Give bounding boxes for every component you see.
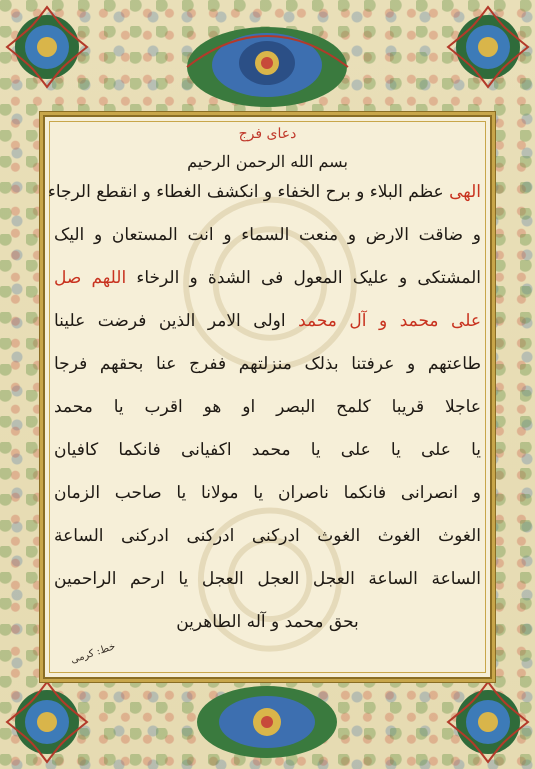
prayer-line	[48, 481, 487, 505]
top-cartouche-icon	[180, 15, 355, 110]
prayer-line	[48, 610, 487, 634]
prayer-phrase: اولی الامر الذین فرضت علینا	[54, 311, 299, 331]
prayer-line	[48, 223, 487, 247]
corner-medallion-icon	[2, 2, 92, 92]
prayer-line	[48, 567, 487, 591]
prayer-phrase: بحق محمد و آله الطاهرین	[176, 612, 359, 632]
corner-medallion-icon	[443, 2, 533, 92]
highlighted-phrase: الهی	[449, 182, 481, 202]
highlighted-phrase: علی محمد و آل محمد	[298, 311, 481, 331]
prayer-phrase: طاعتهم و عرفتنا بذلک منزلتهم ففرج عنا بحقهم فرجا	[54, 354, 481, 374]
prayer-phrase: عظم البلاء و برح الخفاء و انکشف الغطاء و انقطع الرجاء	[47, 182, 450, 202]
corner-medallion-icon	[2, 677, 92, 767]
basmala: بسم الله الرحمن الرحیم	[187, 152, 348, 171]
prayer-text-area	[48, 118, 487, 678]
calligrapher-signature: خط: کرمی	[69, 641, 117, 666]
prayer-line	[48, 395, 487, 419]
prayer-line	[48, 524, 487, 548]
prayer-line	[48, 180, 487, 204]
highlighted-phrase: اللهم صل	[54, 268, 127, 288]
prayer-phrase: و ضاقت الارض و منعت السماء و انت المستعان و الیک	[54, 225, 481, 245]
corner-medallion-icon	[443, 677, 533, 767]
prayer-line	[48, 266, 487, 290]
prayer-title: دعای فرج	[238, 126, 297, 142]
prayer-phrase: المشتکی و علیک المعول فی الشدة و الرخاء	[126, 268, 481, 288]
prayer-line	[48, 438, 487, 462]
prayer-line	[48, 309, 487, 333]
prayer-phrase: و انصرانی فانکما ناصران یا مولانا یا صاحب الزمان	[54, 483, 481, 503]
prayer-phrase: الغوث الغوث الغوث ادرکنی ادرکنی ادرکنی الساعة	[54, 526, 481, 546]
bottom-cartouche-icon	[190, 680, 345, 765]
prayer-phrase: عاجلا قریبا کلمح البصر او هو اقرب یا محمد	[54, 397, 481, 417]
prayer-phrase: الساعة الساعة العجل العجل العجل یا ارحم الراحمین	[54, 569, 481, 589]
prayer-line	[48, 352, 487, 376]
prayer-phrase: یا علی یا علی یا محمد اکفیانی فانکما کافیان	[54, 440, 481, 460]
